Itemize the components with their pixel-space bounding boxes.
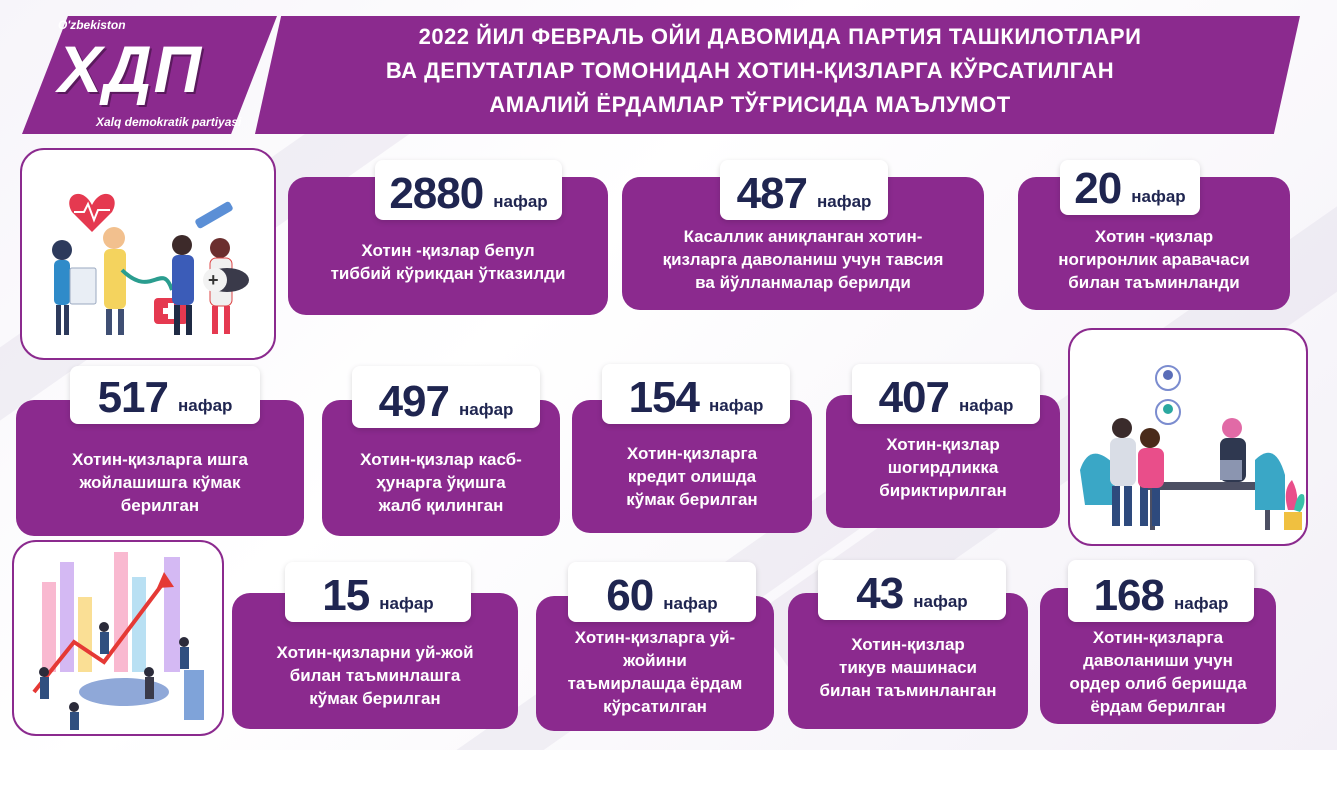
description-line: Хотин -қизлар — [1094, 227, 1214, 246]
stat-description — [536, 626, 774, 718]
description-line: кўмак берилган — [309, 689, 441, 708]
stat-description — [232, 641, 518, 710]
stat-number: 168 — [1093, 571, 1164, 620]
logo-country-text: O'zbekiston — [58, 18, 126, 32]
stat-number: 2880 — [389, 169, 484, 218]
stat-number: 20 — [1074, 164, 1122, 213]
description-line: Хотин-қизларга — [626, 444, 758, 463]
description-line: ногиронлик аравачаси — [1058, 250, 1250, 269]
stat-description — [788, 633, 1028, 702]
description-line: таъмирлашда ёрдам — [567, 674, 743, 693]
stat-unit: нафар — [1173, 594, 1229, 613]
stat-badge — [1068, 560, 1254, 622]
stat-badge — [568, 562, 756, 622]
description-line: жалб қилинган — [378, 496, 504, 515]
description-line: Хотин -қизлар бепул — [361, 241, 535, 260]
description-line: берилган — [120, 496, 200, 515]
description-line: кўмак берилган — [626, 490, 758, 509]
party-logo: ХДП — [58, 32, 204, 106]
stat-unit: нафар — [379, 594, 434, 613]
description-line: тикув машинаси — [839, 658, 977, 677]
stat-description — [826, 433, 1060, 502]
description-line: шогирдликка — [887, 458, 999, 477]
stat-description — [1040, 626, 1276, 718]
stat-number: 407 — [878, 373, 949, 422]
stat-description — [288, 239, 608, 285]
stat-description — [622, 225, 984, 294]
stat-badge — [852, 364, 1040, 424]
stat-badge — [375, 160, 562, 220]
stat-description — [16, 448, 304, 517]
stat-number: 497 — [378, 377, 449, 426]
stat-badge — [352, 366, 540, 428]
title-line: АМАЛИЙ ЁРДАМЛАР ТЎҒРИСИДА МАЪЛУМОТ — [489, 92, 1011, 117]
stat-unit: нафар — [663, 594, 718, 613]
stat-badge — [70, 366, 260, 424]
stat-unit: нафар — [913, 592, 968, 611]
description-line: Хотин-қизларга уй- — [574, 628, 736, 647]
description-line: кўрсатилган — [603, 697, 707, 716]
business-growth-illustration — [12, 540, 224, 736]
stat-badge — [720, 160, 888, 220]
description-line: кредит олишда — [627, 467, 757, 486]
description-line: тиббий кўрикдан ўтказилди — [330, 264, 566, 283]
description-line: бириктирилган — [879, 481, 1007, 500]
stat-badge — [818, 560, 1006, 620]
stat-unit: нафар — [177, 396, 233, 415]
stat-description — [572, 442, 812, 511]
page-title — [300, 20, 1260, 122]
description-line: Хотин-қизлар — [851, 635, 965, 654]
description-line: жойлашишга кўмак — [79, 473, 241, 492]
stat-unit: нафар — [958, 396, 1014, 415]
stat-unit: нафар — [493, 192, 548, 211]
office-meeting-illustration — [1068, 328, 1308, 546]
description-line: ёрдам берилган — [1090, 697, 1226, 716]
stat-badge — [285, 562, 471, 622]
stat-unit: нафар — [1131, 187, 1186, 206]
description-line: ордер олиб беришда — [1069, 674, 1247, 693]
title-line: 2022 ЙИЛ ФЕВРАЛЬ ОЙИ ДАВОМИДА ПАРТИЯ ТАШКИЛОТЛАРИ — [418, 24, 1142, 49]
medical-team-illustration — [20, 148, 276, 360]
description-line: Хотин-қизларни уй-жой — [276, 643, 474, 662]
stat-badge — [602, 364, 790, 424]
stat-number: 43 — [856, 569, 904, 618]
description-line: Хотин-қизларга — [1092, 628, 1224, 647]
stat-unit: нафар — [816, 192, 872, 211]
svg-text:+: + — [208, 270, 219, 290]
description-line: жойини — [623, 651, 687, 670]
stat-unit: нафар — [458, 400, 514, 419]
description-line: Хотин-қизлар касб- — [360, 450, 522, 469]
description-line: Касаллик аниқланган хотин- — [683, 227, 923, 246]
description-line: билан таъминланган — [819, 681, 997, 700]
stat-unit: нафар — [708, 396, 764, 415]
stat-number: 154 — [628, 373, 699, 422]
stat-number: 517 — [97, 373, 168, 422]
title-line: ВА ДЕПУТАТЛАР ТОМОНИДАН ХОТИН-ҚИЗЛАРГА КЎРСАТИЛГАН — [385, 58, 1115, 83]
description-line: Хотин-қизларга ишга — [71, 450, 249, 469]
description-line: билан таъминлашга — [289, 666, 461, 685]
description-line: ва йўлланмалар берилди — [695, 273, 911, 292]
stat-number: 487 — [736, 169, 807, 218]
logo-party-name: Xalq demokratik partiyasi — [96, 115, 242, 129]
description-line: қизларга даволаниш учун тавсия — [662, 250, 944, 269]
stat-badge — [1060, 160, 1200, 215]
stat-description — [1018, 225, 1290, 294]
description-line: Хотин-қизлар — [886, 435, 1000, 454]
stat-number: 15 — [322, 571, 370, 620]
stat-description — [322, 448, 560, 517]
description-line: даволаниши учун — [1083, 651, 1233, 670]
stat-number: 60 — [606, 571, 654, 620]
description-line: ҳунарга ўқишга — [376, 473, 506, 492]
description-line: билан таъминланди — [1068, 273, 1240, 292]
